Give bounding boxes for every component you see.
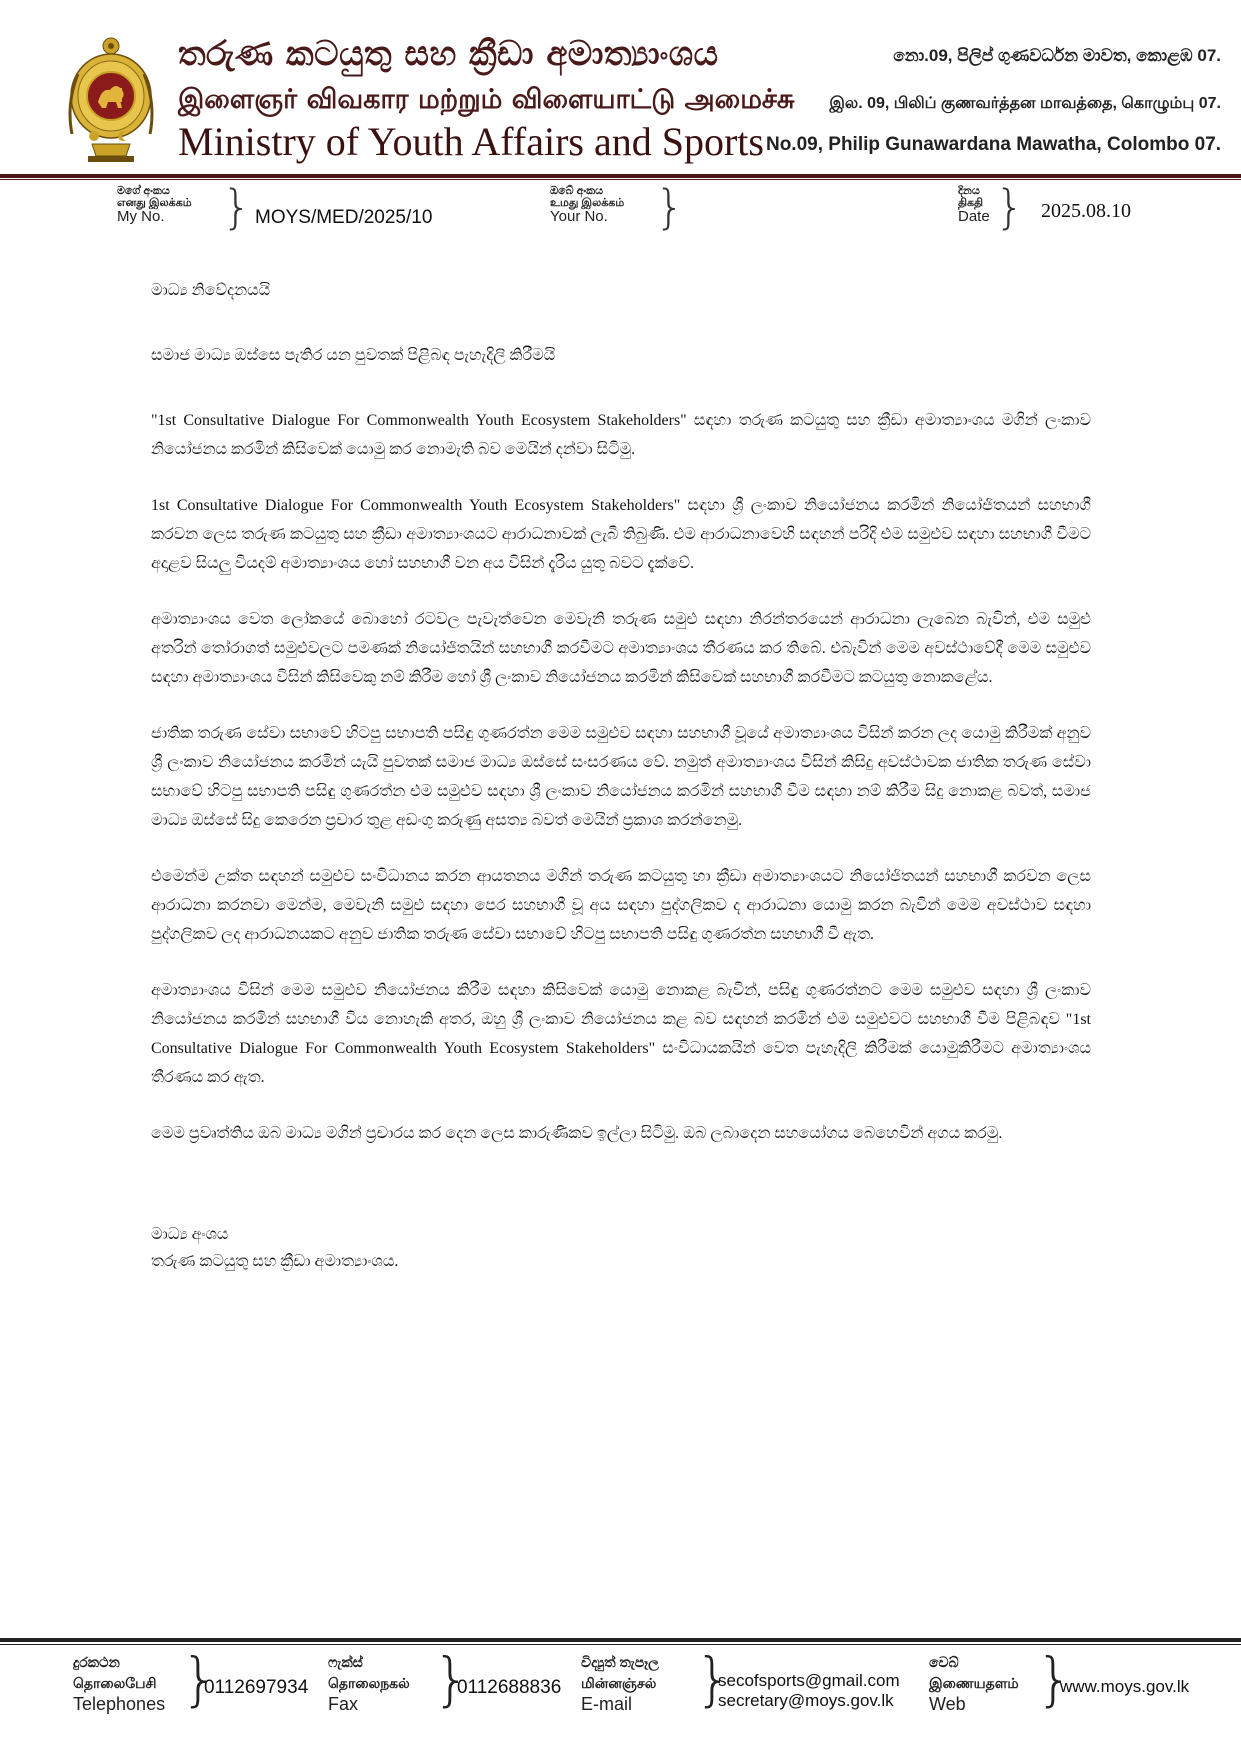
my-no-label-tamil: எனது இலக்கம் [117,197,192,209]
fax-label-sinhala: ෆැක්ස් [328,1654,363,1670]
telephone-label-sinhala: දුරකථන [73,1654,120,1670]
my-no-label [117,185,192,223]
date-value: 2025.08.10 [1041,200,1131,222]
paragraph: ජාතික තරුණ සේවා සභාවේ හිටපු සභාපති පසිඳු ගුණරත්න මෙම සමුළුව සඳහා සහභාගී වූයේ අමාත්‍යාංශය විසින් කරන ලද යොමු කිරීමක් අනුව ශ්‍රී ලංකාව නියෝජනය කරමින් යැයි පුවතක් සමාජ මාධ්‍ය ඔස්සේ සංසරණය වේ. නමුත් අමාත්‍යාංශය විසින් කිසිදු අවස්ථාවක ජාතික තරුණ සේවා සභාවේ හිටපු සභාපති පසිඳු ගුණරත්න එම සමුළුව සඳහා ශ්‍රී ලංකාව නියෝජනය කරමින් සහභාගී වීම සඳහා නම් කිරීම සිදු නොකළ බවත්, සමාජ මාධ්‍ය ඔස්සේ සිදු කෙරෙන ප්‍රචාර තුළ අඩංගු කරුණු අසත්‍ය බවත් මෙයින් ප්‍රකාශ කරන්නෙමු. [151,725,1091,829]
email-secondary[interactable]: secretary@moys.gov.lk [718,1691,894,1710]
signoff-ministry: තරුණ කටයුතු සහ ක්‍රීඩා අමාත්‍යාංශය. [151,1253,399,1270]
date-label-sinhala: දිනය [958,185,980,197]
email-value [718,1671,900,1711]
website-link[interactable]: www.moys.gov.lk [1060,1677,1190,1696]
heading-media-release: මාධ්‍ය නිවේදනයයි [151,282,271,299]
paragraph: එමෙන්ම උක්ත සඳහන් සමුළුව සංවිධානය කරන ආයතනය මගින් තරුණ කටයුතු හා ක්‍රීඩා අමාත්‍යාංශයට නියෝජිතයන් සහභාගී කරවන ලෙස ආරාධනා කරනවා මෙන්ම, මෙවැනි සමුළු සඳහා පෙර සහභාගී වූ අය සඳහා පුද්ගලිකව ද ආරාධනා යොමු කරන බැවින් මෙම අවස්ථාව සඳහා පුද්ගලිකව ලද ආරාධනයකට අනුව ජාතික තරුණ සේවා සභාවේ හිටපු සභාපති පසිඳු ගුණරත්න සහභාගී වී ඇත. [151,868,1091,943]
brace-icon: } [1036,1645,1073,1713]
my-no-label-sinhala: මගේ අංකය [117,185,170,197]
web-label-english: Web [929,1694,966,1714]
your-no-label-sinhala: ඔබේ අංකය [550,185,603,197]
brace-icon: } [433,1645,470,1713]
my-no-label-english: My No. [117,208,165,225]
press-release-body [151,276,1091,1275]
email-label-english: E-mail [581,1694,633,1714]
footer-divider [0,1638,1241,1642]
date-label-english: Date [958,208,990,225]
your-no-label [550,185,624,223]
address-sinhala: නො.09, පිලිප් ගුණවර්ධන මාවත, කොළඹ 07. [893,46,1221,65]
paragraph: අමාත්‍යාංශය වෙත ලෝකයේ බොහෝ රටවල පැවැත්වෙන මෙවැනි තරුණ සමුළු සඳහා නිරන්තරයෙන් ආරාධනා ලැබෙන බැවින්, එම සමුළු අතරින් තෝරාගත් සමුළුවලට පමණක් නියෝජිතයින් සහභාගී කරවීමට අමාත්‍යාංශය තීරණය කර තිබේ. එබැවින් මෙම අවස්ථාවේදී මෙම සමුළුව සඳහා අමාත්‍යාංශය විසින් කිසිවෙකු නම් කිරීම හෝ ශ්‍රී ලංකාව නියෝජනය කරමින් කිසිවෙක් සහභාගී කරවීමට කටයුතු නොකළේය. [151,611,1091,686]
email-label-tamil: மின்னஞ்சல் [581,1675,657,1691]
fax-label [328,1654,410,1713]
telephone-label-english: Telephones [73,1694,166,1714]
fax-label-english: Fax [328,1694,359,1714]
brace-icon: } [222,180,252,234]
brace-icon: } [655,180,685,234]
address-tamil: இல. 09, பிலிப் குணவர்த்தன மாவத்தை, கொழும்பு 07. [829,95,1221,112]
email-label-sinhala: විද්‍යුත් තැපෑල [581,1654,659,1670]
your-no-label-english: Your No. [550,208,608,225]
my-no-value: MOYS/MED/2025/10 [255,207,433,228]
your-no-label-tamil: உமது இலக்கம் [550,197,625,209]
web-label-sinhala: වෙබ් [929,1654,959,1670]
date-label [958,185,990,223]
heading-clarification: සමාජ මාධ්‍ය ඔස්සෙ පැතිර යන පුවතක් පිළිබඳ පැහැදිලි කිරීමයි [151,347,556,364]
paragraph: අමාත්‍යාංශය විසින් මෙම සමුළුව නියෝජනය කිරීම සඳහා කිසිවෙක් යොමු නොකළ බැවින්, පසිඳු ගුණරත්නට මෙම සමුළුව සඳහා ශ්‍රී ලංකාව නියෝජනය කරමින් සහභාගී විය නොහැකි අතර, ඔහු ශ්‍රී ලංකාව නියෝජනය කළ බව සඳහන් කරමින් එම සමුළුවට සහභාගී වීම පිළිබඳව "1st Consultative Dialogue For Commonwealth Youth Ecosystem Stakeholders" සංවිධායකයින් වෙත පැහැදිලි කිරීමක් යොමුකිරීමට අමාත්‍යාංශය තීරණය කර ඇත. [151,982,1091,1086]
letterhead-divider-thin [0,179,1241,180]
paragraph: මෙම ප්‍රවෘත්තිය ඔබ මාධ්‍ය මගින් ප්‍රචාරය කර දෙන ලෙස කාරුණිකව ඉල්ලා සිටිමු. ඔබ ලබාදෙන සහයෝගය බෙහෙවින් අගය කරමු. [151,1125,1003,1142]
signoff-division: මාධ්‍ය අංශය [151,1226,229,1243]
brace-icon: } [695,1645,732,1713]
ministry-title-sinhala: තරුණ කටයුතු සහ ක්‍රීඩා අමාත්‍යාංශය [178,34,719,74]
telephone-value: 0112697934 [204,1677,309,1698]
web-label-tamil: இணையதளம் [929,1675,1019,1691]
telephone-label [73,1654,165,1713]
ministry-title-english: Ministry of Youth Affairs and Sports [178,119,764,164]
paragraph: "1st Consultative Dialogue For Commonwealth Youth Ecosystem Stakeholders" සඳහා තරුණ කටයුතු සහ ක්‍රීඩා අමාත්‍යාංශය මගින් ලංකාව නියෝජනය කරමින් කිසිවෙක් යොමු කර නොමැති බව මෙයින් දන්වා සිටිමු. [151,412,1091,458]
ministry-title-tamil: இளைஞர் விவகார மற்றும் விளையாட்டு அமைச்சு [178,84,795,115]
address-english: No.09, Philip Gunawardana Mawatha, Colombo 07. [765,134,1221,155]
date-label-tamil: திகதி [958,197,984,209]
paragraph: 1st Consultative Dialogue For Commonwealth Youth Ecosystem Stakeholders" සඳහා ශ්‍රී ලංකාව නියෝජනය කරමින් නියෝජිතයන් සහභාගී කරවන ලෙස තරුණ කටයුතු සහ ක්‍රීඩා අමාත්‍යාංශයට ආරාධනාවක් ලැබී තිබුණි. එම ආරාධනාවෙහි සඳහන් පරිදි එම සමුළුව සඳහා සහභාගී වීමට අදාළව සියලු වියදම් අමාත්‍යාංශය හෝ සහභාගී වන අය විසින් දැරිය යුතු බවට දැක්වේ. [151,497,1091,572]
sri-lanka-emblem-icon [64,36,158,166]
letterhead-divider [0,174,1241,178]
web-label [929,1654,1019,1713]
brace-icon: } [995,180,1025,234]
fax-label-tamil: தொலைநகல் [328,1675,410,1691]
email-label [581,1654,659,1713]
email-primary[interactable]: secofsports@gmail.com [718,1671,900,1690]
brace-icon: } [181,1645,218,1713]
telephone-label-tamil: தொலைபேசி [73,1675,157,1691]
fax-value: 0112688836 [457,1677,562,1698]
